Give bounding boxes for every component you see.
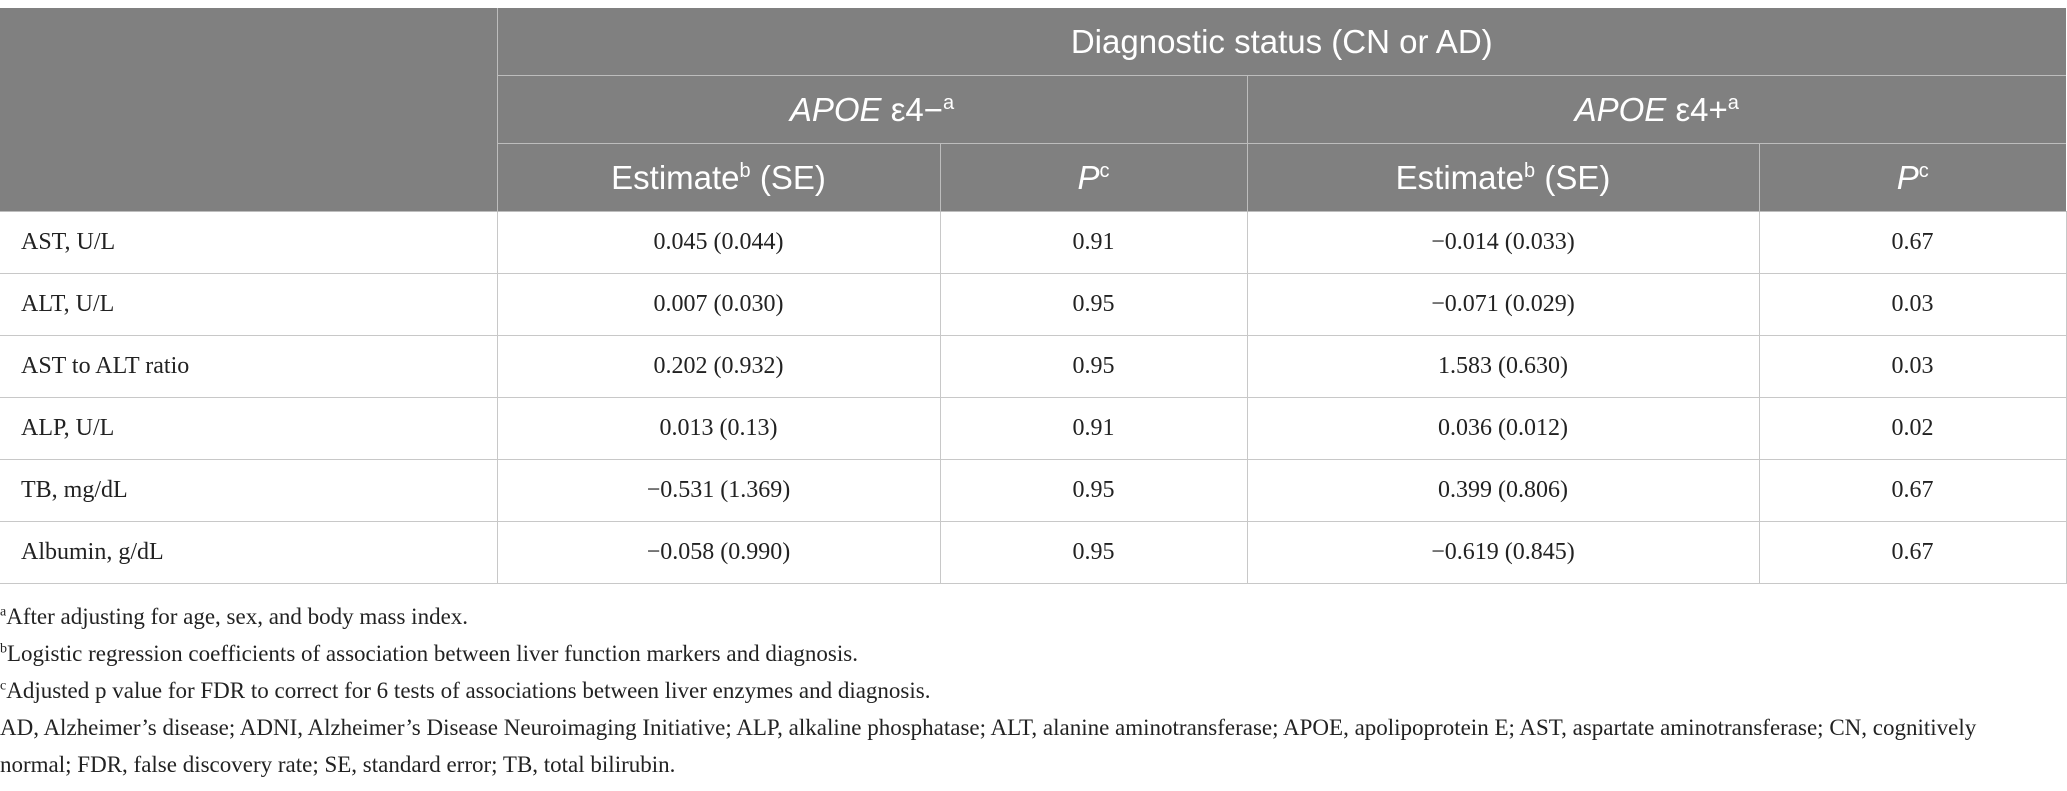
cell-estimate-neg: −0.531 (1.369) [497,460,940,522]
header-corner-cell [0,8,497,212]
cell-p-pos: 0.67 [1759,460,2066,522]
cell-estimate-pos: −0.619 (0.845) [1247,522,1759,584]
footnote-abbreviations [0,709,2050,783]
cell-p-pos: 0.03 [1759,274,2066,336]
col-header-footnote-mark: b [739,159,751,182]
row-label: AST to ALT ratio [0,336,497,398]
subgroup-footnote-mark: a [1727,91,1739,114]
footnote-mark: b [0,641,7,657]
subgroup-gene-name: APOE [1574,90,1667,128]
col-header-suffix: (SE) [750,158,826,196]
table-footnotes [0,598,2050,783]
col-header-p-pos [1759,144,2066,212]
table-row [0,274,2066,336]
subgroup-gene-name: APOE [789,90,882,128]
cell-p-neg: 0.91 [940,398,1247,460]
row-label: ALT, U/L [0,274,497,336]
footnote-text: Logistic regression coefficients of association between liver function markers and diagnosis. [7,641,858,666]
cell-estimate-pos: 0.399 (0.806) [1247,460,1759,522]
footnote-text: After adjusting for age, sex, and body mass index. [6,604,469,629]
footnote-text: AD, Alzheimer’s disease; ADNI, Alzheimer’s Disease Neuroimaging Initiative; ALP, alkaline phosphatase; ALT, alanine aminotransferase; APOE, apolipoprotein E; AST, aspartate aminotransferase; CN, cognitively normal; FDR, false discovery rate; SE, standard error; TB, total bilirubin. [0,715,1977,777]
col-header-estimate-neg [497,144,940,212]
cell-p-neg: 0.95 [940,522,1247,584]
col-header-label: P [1896,158,1919,196]
col-header-label: P [1077,158,1100,196]
cell-p-neg: 0.95 [940,336,1247,398]
cell-p-neg: 0.95 [940,460,1247,522]
table-body [0,212,2066,584]
cell-estimate-neg: 0.045 (0.044) [497,212,940,274]
row-label: TB, mg/dL [0,460,497,522]
cell-p-pos: 0.03 [1759,336,2066,398]
cell-p-neg: 0.91 [940,212,1247,274]
col-header-suffix: (SE) [1535,158,1611,196]
col-header-estimate-pos [1247,144,1759,212]
table-header [0,8,2066,212]
footnote-mark: c [0,678,7,694]
cell-p-neg: 0.95 [940,274,1247,336]
cell-estimate-neg: 0.013 (0.13) [497,398,940,460]
results-table [0,8,2067,584]
table-row [0,460,2066,522]
cell-estimate-pos: 0.036 (0.012) [1247,398,1759,460]
cell-estimate-pos: −0.071 (0.029) [1247,274,1759,336]
col-header-label: Estimate [611,158,740,196]
cell-estimate-pos: 1.583 (0.630) [1247,336,1759,398]
header-group-title: Diagnostic status (CN or AD) [497,8,2066,76]
cell-p-pos: 0.02 [1759,398,2066,460]
row-label: AST, U/L [0,212,497,274]
col-header-footnote-mark: c [1918,159,1929,182]
cell-estimate-pos: −0.014 (0.033) [1247,212,1759,274]
table-row [0,212,2066,274]
row-label: Albumin, g/dL [0,522,497,584]
col-header-p-neg [940,144,1247,212]
results-table-container [0,8,2066,584]
subgroup-footnote-mark: a [943,91,955,114]
cell-estimate-neg: 0.202 (0.932) [497,336,940,398]
cell-p-pos: 0.67 [1759,212,2066,274]
cell-estimate-neg: −0.058 (0.990) [497,522,940,584]
header-subgroup-e4-negative [497,76,1247,144]
footnote-mark: a [0,604,7,620]
cell-p-pos: 0.67 [1759,522,2066,584]
cell-estimate-neg: 0.007 (0.030) [497,274,940,336]
col-header-footnote-mark: b [1524,159,1536,182]
subgroup-allele: ε4− [881,90,944,128]
footnote-b [0,635,2050,672]
row-label: ALP, U/L [0,398,497,460]
col-header-footnote-mark: c [1099,159,1110,182]
header-row-group [0,8,2066,76]
header-subgroup-e4-positive [1247,76,2066,144]
col-header-label: Estimate [1395,158,1525,196]
footnote-a [0,598,2050,635]
footnote-text: Adjusted p value for FDR to correct for 6 tests of associations between liver enzymes and diagnosis. [6,678,931,703]
table-row [0,398,2066,460]
table-row [0,522,2066,584]
table-row [0,336,2066,398]
subgroup-allele: ε4+ [1666,90,1728,128]
footnote-c [0,672,2050,709]
